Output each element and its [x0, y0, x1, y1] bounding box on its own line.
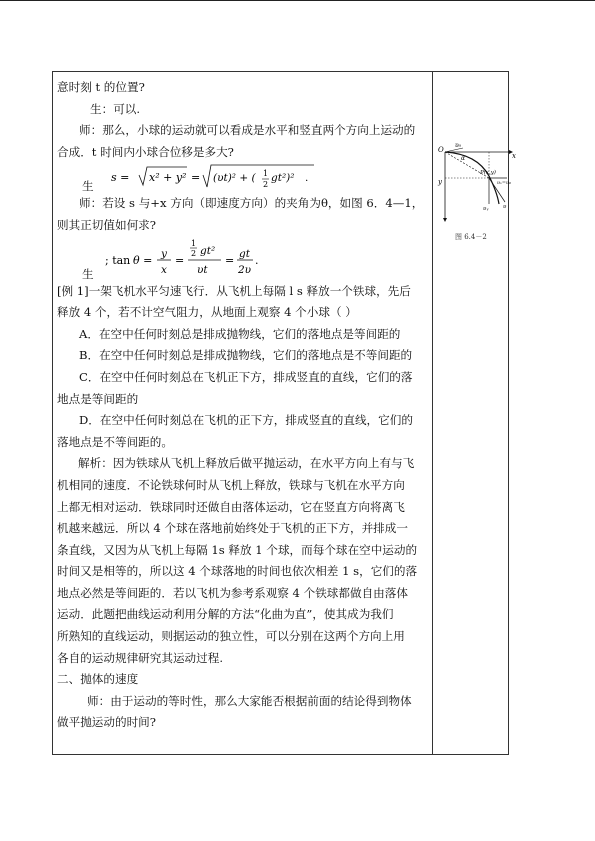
section-heading: 二、抛体的速度: [57, 672, 139, 687]
text-line: 师：由于运动的等时性，那么大家能否根据前面的结论得到物体: [87, 693, 412, 708]
svg-text:1: 1: [191, 238, 197, 248]
alpha-label: α: [461, 155, 466, 162]
option-c: C．在空中任何时刻总在飞机正下方，排成竖直的直线，它们的落: [79, 369, 413, 384]
y-axis-label: y: [438, 178, 442, 186]
vy-label: υᵧ: [483, 206, 489, 212]
y-axis-arrow: [443, 218, 447, 222]
svg-text:x² + y²: x² + y²: [149, 171, 187, 185]
svg-text:s =: s =: [111, 171, 130, 185]
svg-text:=: =: [175, 253, 185, 267]
svg-text:2υ: 2υ: [238, 263, 252, 276]
option-b: B．在空中任何时刻总是排成抛物线，它们的落地点是不等间距的: [79, 348, 413, 363]
displacement-formula: [99, 163, 339, 193]
text-line: 师：那么，小球的运动就可以看成是水平和竖直两个方向上运动的: [79, 123, 416, 138]
svg-text:.: .: [305, 172, 309, 185]
table-column-divider: [432, 71, 433, 755]
text-line: 运动．此题把曲线运动利用分解的方法“化曲为直”，使其成为我们: [57, 607, 394, 622]
tangent-formula: [99, 237, 339, 281]
text-line: 所熟知的直线运动，则据运动的独立性，可以分别在这两个方向上用: [57, 629, 405, 644]
text-line: 机越来越远．所以 4 个球在落地前始终处于飞机的正下方，并排成一: [57, 521, 408, 536]
option-d: D．在空中任何时刻总在飞机的正下方，排成竖直的直线，它们的: [79, 413, 413, 428]
page-top-rule: [0, 0, 595, 1]
text-line: 合成．t 时间内小球合位移是多大?: [57, 144, 234, 159]
text-line: 机相同的速度．不论铁球何时从飞机上释放，铁球与飞机在水平方向: [57, 477, 405, 492]
point-label: P(x,y): [480, 170, 496, 176]
svg-text:gt²: gt²: [200, 244, 216, 257]
svg-text:1: 1: [263, 169, 269, 179]
svg-text:.: .: [255, 253, 259, 267]
origin-label: O: [438, 146, 444, 154]
vx-label: υₓ=υ₀: [497, 180, 512, 186]
svg-text:=: =: [191, 171, 201, 185]
text-line: 师：若设 s 与+x 方向（即速度方向）的夹角为θ，如图 6．4—1，: [79, 196, 424, 211]
speaker-label: 生: [82, 179, 94, 194]
text-line: 落地点是不等间距的。: [57, 434, 173, 449]
text-line: 各自的运动规律研究其运动过程.: [57, 650, 223, 665]
svg-text:y: y: [161, 247, 167, 260]
svg-text:; tan: ; tan: [105, 253, 131, 267]
text-line: 上都无相对运动．铁球同时还做自由落体运动，它在竖直方向将离飞: [57, 499, 405, 514]
svg-text:υt: υt: [197, 263, 208, 276]
main-text-column: [57, 77, 427, 734]
speaker-label: 生: [82, 266, 94, 281]
svg-text:(υt)² + (: (υt)² + (: [213, 172, 256, 185]
formula-line-displacement: [57, 163, 427, 193]
text-line: 时间又是相等的，所以这 4 个球落地的时间也依次相差 1 s，它们的落: [57, 564, 418, 579]
svg-text:θ =: θ =: [133, 253, 153, 267]
text-line: 地点是等间距的: [57, 391, 139, 406]
svg-text:x: x: [161, 263, 167, 276]
svg-text:2: 2: [263, 180, 269, 190]
svg-text:gt²)²: gt²)²: [271, 172, 295, 185]
text-line: 释放 4 个，若不计空气阻力，从地面上观察 4 个小球（ ）: [57, 305, 357, 320]
svg-text:2: 2: [191, 248, 197, 258]
text-line: 意时刻 t 的位置?: [57, 80, 145, 94]
text-line: 做平抛运动的时间?: [57, 715, 156, 730]
x-axis-label: x: [512, 152, 516, 160]
text-line: 则其正切值如何求?: [57, 217, 156, 232]
text-line: 解析：因为铁球从飞机上释放后做平抛运动，在水平方向上有与飞: [78, 456, 415, 471]
text-line: 生：可以.: [90, 101, 141, 116]
option-a: A．在空中任何时刻总是排成抛物线，它们的落地点是等间距的: [79, 326, 401, 341]
svg-text:gt: gt: [239, 247, 250, 260]
text-line: [例 1]一架飞机水平匀速飞行．从飞机上每隔 l s 释放一个铁球，先后: [57, 283, 411, 298]
text-line: 地点必然是等间距的．若以飞机为参考系观察 4 个铁球都做自由落体: [57, 585, 408, 600]
v0-label: υ₀: [455, 142, 462, 149]
v-label: υ: [503, 204, 507, 210]
svg-text:=: =: [225, 253, 235, 267]
formula-line-tangent: [57, 237, 427, 281]
text-line: 条直线，又因为从飞机上每隔 1s 释放 1 个球，而每个球在空中运动的: [57, 542, 418, 557]
figure-caption: 图 6.4－2: [455, 233, 487, 241]
